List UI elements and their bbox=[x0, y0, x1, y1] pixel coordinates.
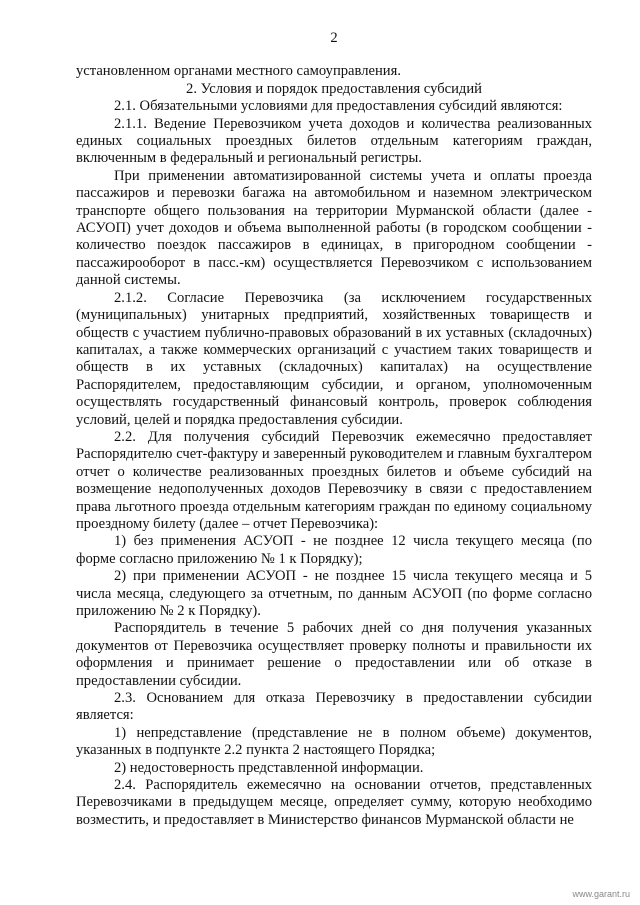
paragraph-2-1-1: 2.1.1. Ведение Перевозчиком учета доходов и количества реализованных единых социальных проездных билетов отдельным категориям граждан, включенным в федеральный и региональный регистры. bbox=[76, 115, 592, 167]
paragraph-2-3: 2.3. Основанием для отказа Перевозчику в предоставлении субсидии является: bbox=[76, 690, 592, 724]
list-item-1: 1) без применения АСУОП - не позднее 12 числа текущего месяца (по форме согласно приложению № 1 к Порядку); bbox=[76, 533, 592, 567]
document-page bbox=[76, 30, 592, 829]
paragraph-asuop: При применении автоматизированной системы учета и оплаты проезда пассажиров и перевозки багажа на автомобильном и наземном электрическом транспорте общего пользования на территории Мурманской области (далее - АСУОП) учет доходов и объема выполненной работы (в городском сообщении - количество поездок пассажиров в единицах, в пригородном сообщении - пассажирооборот в пасс.-км) осуществляется Перевозчиком с использованием данной системы. bbox=[76, 167, 592, 289]
page-number: 2 bbox=[330, 30, 338, 46]
section-heading: 2. Условия и порядок предоставления субсидий bbox=[186, 80, 482, 97]
list-item-2: 2) при применении АСУОП - не позднее 15 числа текущего месяца и 5 числа месяца, следующего за отчетным, по данным АСУОП (по форме согласно приложению № 2 к Порядку). bbox=[76, 568, 592, 619]
paragraph-distributor-check: Распорядитель в течение 5 рабочих дней со дня получения указанных документов от Перевозчика осуществляет проверку полноты и правильности их оформления и принимает решение о предоставлении или об отказе в предоставлении субсидии. bbox=[76, 620, 592, 689]
paragraph-2-1-2: 2.1.2. Согласие Перевозчика (за исключением государственных (муниципальных) унитарных предприятий, хозяйственных товариществ и обществ с участием публично-правовых образований в их уставных (складочных) капиталах, а также коммерческих организаций с участием таких товариществ и обществ в их уставных (складочных) капиталах) на осуществление Распорядителем, предоставляющим субсидии, и органом, уполномоченным осуществлять государственный финансовый контроль, проверок соблюдения условий, целей и порядка предоставления субсидии. bbox=[76, 289, 592, 428]
continuation-text: установленном органами местного самоуправления. bbox=[76, 63, 401, 80]
paragraph-2-4: 2.4. Распорядитель ежемесячно на основании отчетов, представленных Перевозчиками в предыдущем месяце, определяет сумму, которую необходимо возместить, и предоставляет в Министерство финансов Мурманской области не bbox=[76, 777, 592, 828]
corner-watermark: www.garant.ru bbox=[572, 889, 630, 899]
refusal-item-1: 1) непредставление (представление не в полном объеме) документов, указанных в подпункте 2.2 пункта 2 настоящего Порядка; bbox=[76, 724, 592, 759]
paragraph-2-2: 2.2. Для получения субсидий Перевозчик ежемесячно предоставляет Распорядителю счет-фактуру и заверенный руководителем и главным бухгалтером отчет о количестве реализованных проездных билетов и объеме субсидий на возмещение недополученных доходов Перевозчику в связи с предоставлением права льготного проезда отдельным категориям граждан по единому социальному проездному билету (далее – отчет Перевозчика): bbox=[76, 428, 592, 532]
paragraph-2-1: 2.1. Обязательными условиями для предоставления субсидий являются: bbox=[114, 98, 563, 115]
refusal-item-2: 2) недостоверность представленной информации. bbox=[114, 759, 424, 776]
